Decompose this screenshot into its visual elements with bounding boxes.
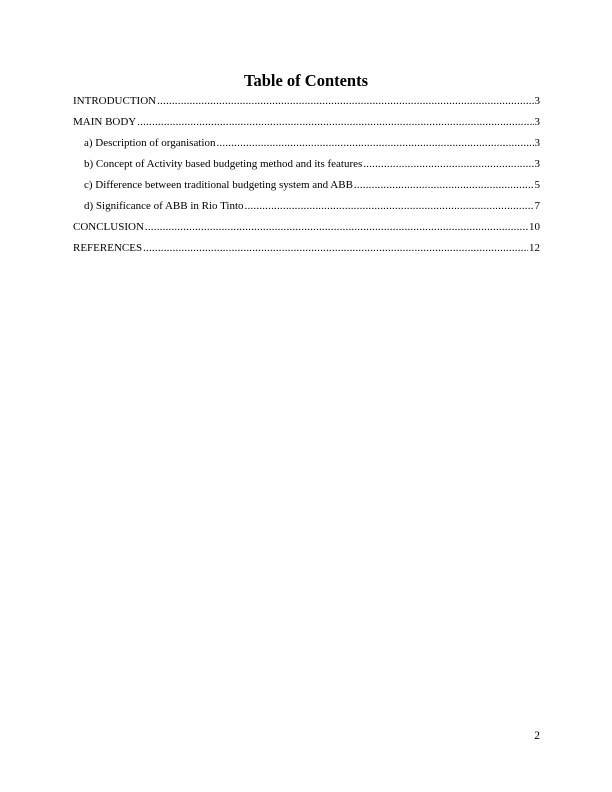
dot-leader xyxy=(354,175,534,196)
page-number: 2 xyxy=(534,730,540,742)
dot-leader xyxy=(363,154,533,175)
dot-leader xyxy=(245,196,534,217)
toc-entry-page: 3 xyxy=(534,116,540,128)
toc-entry-page: 7 xyxy=(534,200,540,212)
toc-entry-label: b) Concept of Activity based budgeting method and its features xyxy=(84,158,363,170)
dot-leader xyxy=(145,217,528,238)
toc-entry-label: MAIN BODY xyxy=(73,116,137,128)
toc-entry-label: d) Significance of ABB in Rio Tinto xyxy=(84,200,244,212)
toc-entry-main-body[interactable] xyxy=(73,112,540,133)
dot-leader xyxy=(216,133,533,154)
toc-entry-conclusion[interactable] xyxy=(73,217,540,238)
toc-entry-page: 3 xyxy=(534,158,540,170)
toc-entry-description-of-organisation[interactable] xyxy=(73,133,540,154)
toc-entry-label: CONCLUSION xyxy=(73,221,144,233)
toc-entry-page: 3 xyxy=(534,137,540,149)
toc-entry-significance-of-abb[interactable] xyxy=(73,196,540,217)
toc-entry-concept-of-abb[interactable] xyxy=(73,154,540,175)
toc-entry-label: c) Difference between traditional budgeting system and ABB xyxy=(84,179,353,191)
toc-entry-page: 3 xyxy=(534,95,540,107)
toc-entry-page: 10 xyxy=(529,221,540,233)
toc-entry-label: a) Description of organisation xyxy=(84,137,216,149)
toc-heading: Table of Contents xyxy=(243,71,369,90)
toc-entry-page: 12 xyxy=(529,242,540,254)
toc-entry-references[interactable] xyxy=(73,238,540,259)
toc-entry-label: INTRODUCTION xyxy=(73,95,157,107)
toc-entry-introduction[interactable] xyxy=(73,91,540,112)
dot-leader xyxy=(157,91,533,112)
dot-leader xyxy=(143,238,528,259)
dot-leader xyxy=(137,112,533,133)
toc-entry-page: 5 xyxy=(534,179,540,191)
toc-entry-label: REFERENCES xyxy=(73,242,143,254)
toc-entry-difference-traditional-vs-abb[interactable] xyxy=(73,175,540,196)
table-of-contents xyxy=(73,91,540,259)
